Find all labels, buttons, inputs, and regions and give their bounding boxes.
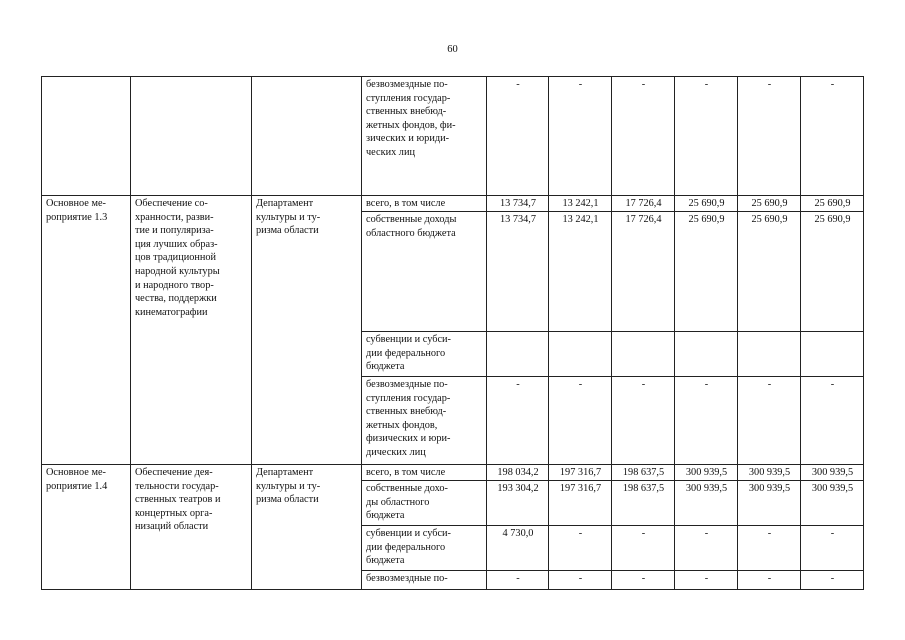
- measure-1_4-value-1: 4 730,0: [487, 526, 549, 571]
- measure-1_4-value-4: -: [675, 526, 738, 571]
- budget-table: [41, 76, 864, 590]
- measure-description: Обеспечение со- хранности, разви- тие и популяриза- ция лучших образ- цов традиционной народной культуры и народного твор- чества, поддержки кинематографии: [131, 196, 252, 465]
- measure-1_4-value-6: 300 939,5: [801, 481, 864, 526]
- measure-1_4-value-5: 300 939,5: [738, 465, 801, 481]
- measure-1_3-value-1: [487, 332, 549, 377]
- measure-1_3-value-5: [738, 332, 801, 377]
- measure-1_3-value-6: 25 690,9: [801, 212, 864, 332]
- measure-1_3-value-5: 25 690,9: [738, 196, 801, 212]
- funding-source: всего, в том числе: [362, 465, 487, 481]
- funding-source: собственные доходы областного бюджета: [362, 212, 487, 332]
- measure-1_4-value-6: 300 939,5: [801, 465, 864, 481]
- measure-1_3-value-3: 17 726,4: [612, 212, 675, 332]
- measure-name: Основное ме- роприятие 1.3: [42, 196, 131, 465]
- page-number: 60: [447, 44, 458, 55]
- measure-1_4-value-2: -: [549, 526, 612, 571]
- measure-1_4-value-4: -: [675, 571, 738, 590]
- measure-1_3-value-1: -: [487, 377, 549, 465]
- table-row: [42, 196, 864, 212]
- measure-1_3-value-6: [801, 332, 864, 377]
- measure-1_4-value-5: -: [738, 526, 801, 571]
- executor-cell: [252, 77, 362, 196]
- continuation-value-4: -: [675, 77, 738, 196]
- measure-1_3-value-4: 25 690,9: [675, 196, 738, 212]
- measure-1_4-value-6: -: [801, 571, 864, 590]
- measure-description: Обеспечение дея- тельности государ- ственных театров и концертных орга- низаций области: [131, 465, 252, 590]
- measure-1_3-value-2: [549, 332, 612, 377]
- measure-1_3-value-3: -: [612, 377, 675, 465]
- measure-1_3-value-6: 25 690,9: [801, 196, 864, 212]
- measure-executor: Департамент культуры и ту- ризма области: [252, 196, 362, 465]
- measure-name-cell: [42, 77, 131, 196]
- measure-1_3-value-6: -: [801, 377, 864, 465]
- measure-1_3-value-5: 25 690,9: [738, 212, 801, 332]
- measure-1_4-value-4: 300 939,5: [675, 481, 738, 526]
- measure-1_4-value-5: 300 939,5: [738, 481, 801, 526]
- measure-1_3-value-2: 13 242,1: [549, 212, 612, 332]
- measure-1_4-value-2: 197 316,7: [549, 465, 612, 481]
- measure-1_4-value-4: 300 939,5: [675, 465, 738, 481]
- measure-1_4-value-6: -: [801, 526, 864, 571]
- measure-1_4-value-3: -: [612, 526, 675, 571]
- measure-description-cell: [131, 77, 252, 196]
- continuation-value-2: -: [549, 77, 612, 196]
- funding-source: безвозмездные по-: [362, 571, 487, 590]
- measure-1_4-value-1: 193 304,2: [487, 481, 549, 526]
- measure-1_3-value-5: -: [738, 377, 801, 465]
- measure-1_4-value-3: 198 637,5: [612, 465, 675, 481]
- continuation-value-6: -: [801, 77, 864, 196]
- continuation-value-1: -: [487, 77, 549, 196]
- measure-1_3-value-4: -: [675, 377, 738, 465]
- measure-1_4-value-1: -: [487, 571, 549, 590]
- table-row: [42, 465, 864, 481]
- table-row: [42, 77, 864, 196]
- measure-1_3-value-1: 13 734,7: [487, 212, 549, 332]
- measure-1_3-value-4: [675, 332, 738, 377]
- continuation-value-5: -: [738, 77, 801, 196]
- measure-1_3-value-2: -: [549, 377, 612, 465]
- measure-1_3-value-2: 13 242,1: [549, 196, 612, 212]
- measure-1_4-value-3: -: [612, 571, 675, 590]
- measure-1_4-value-2: -: [549, 571, 612, 590]
- measure-1_4-value-1: 198 034,2: [487, 465, 549, 481]
- measure-name: Основное ме- роприятие 1.4: [42, 465, 131, 590]
- measure-1_4-value-2: 197 316,7: [549, 481, 612, 526]
- continuation-value-3: -: [612, 77, 675, 196]
- funding-source: безвозмездные по- ступления государ- ственных внебюд- жетных фондов, физических и юри- дических лиц: [362, 377, 487, 465]
- measure-1_3-value-4: 25 690,9: [675, 212, 738, 332]
- funding-source: безвозмездные по- ступления государ- ственных внебюд- жетных фондов, фи- зических и юриди- ческих лиц: [362, 77, 487, 196]
- measure-1_4-value-5: -: [738, 571, 801, 590]
- funding-source: субвенции и субси- дии федерального бюджета: [362, 332, 487, 377]
- funding-source: субвенции и субси- дии федерального бюджета: [362, 526, 487, 571]
- funding-source: всего, в том числе: [362, 196, 487, 212]
- funding-source: собственные дохо- ды областного бюджета: [362, 481, 487, 526]
- measure-executor: Департамент культуры и ту- ризма области: [252, 465, 362, 590]
- measure-1_4-value-3: 198 637,5: [612, 481, 675, 526]
- measure-1_3-value-3: 17 726,4: [612, 196, 675, 212]
- measure-1_3-value-3: [612, 332, 675, 377]
- measure-1_3-value-1: 13 734,7: [487, 196, 549, 212]
